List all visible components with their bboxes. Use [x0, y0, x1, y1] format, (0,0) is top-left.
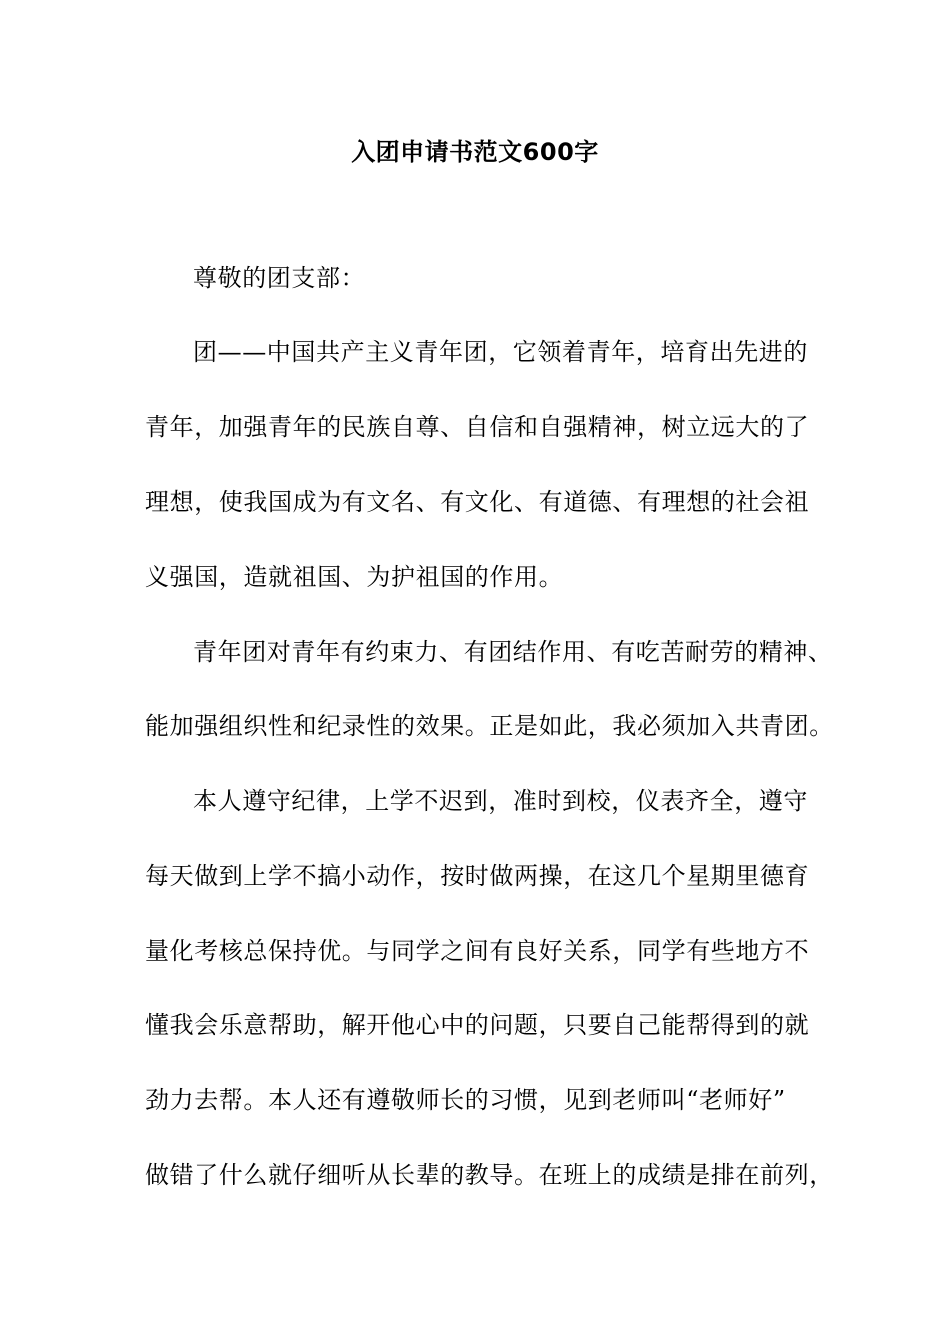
paragraph-line: 青年团对青年有约束力、有团结作用、有吃苦耐劳的精神、	[193, 638, 833, 666]
document-title: 入团申请书范文600字	[351, 138, 599, 166]
paragraph-line: 团——中国共产主义青年团，它领着青年，培育出先进的	[193, 338, 808, 366]
paragraph-line: 做错了什么就仔细听从长辈的教导。在班上的成绩是排在前列，	[145, 1161, 834, 1189]
paragraph-line: 理想，使我国成为有文名、有文化、有道德、有理想的社会祖	[145, 488, 810, 516]
paragraph-line: 能加强组织性和纪录性的效果。正是如此，我必须加入共青团。	[145, 712, 834, 740]
paragraph-line: 量化考核总保持优。与同学之间有良好关系，同学有些地方不	[145, 937, 810, 965]
paragraph-line: 青年，加强青年的民族自尊、自信和自强精神，树立远大的了	[145, 413, 810, 441]
paragraph-line: 劲力去帮。本人还有遵敬师长的习惯，见到老师叫“老师好”	[145, 1086, 786, 1114]
paragraph-line: 每天做到上学不搞小动作，按时做两操，在这几个星期里德育	[145, 862, 810, 890]
paragraph-line: 本人遵守纪律，上学不迟到，准时到校，仪表齐全，遵守	[193, 787, 808, 815]
salutation: 尊敬的团支部：	[193, 264, 366, 292]
paragraph-line: 懂我会乐意帮助，解开他心中的问题，只要自己能帮得到的就	[145, 1011, 810, 1039]
paragraph-line: 义强国，造就祖国、为护祖国的作用。	[145, 563, 564, 591]
